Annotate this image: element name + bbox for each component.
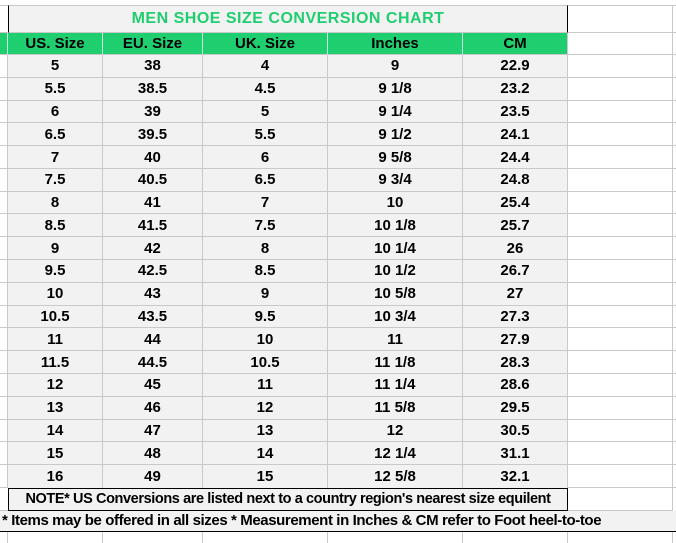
cell-cm[interactable]: 31.1 [463, 442, 568, 465]
title-row [0, 5, 676, 33]
empty-cell[interactable] [568, 5, 673, 33]
cell-inches[interactable]: 10 [328, 192, 463, 215]
cell-inches[interactable]: 9 1/8 [328, 78, 463, 101]
header-uk-size[interactable]: UK. Size [203, 33, 328, 55]
empty-cell[interactable] [568, 283, 673, 306]
cell-us-size[interactable]: 8.5 [8, 214, 103, 237]
cell-eu-size[interactable]: 38 [103, 55, 203, 78]
cell-cm[interactable]: 25.7 [463, 214, 568, 237]
empty-cell[interactable] [568, 78, 673, 101]
cell-eu-size[interactable]: 43 [103, 283, 203, 306]
header-eu-size[interactable]: EU. Size [103, 33, 203, 55]
header-inches[interactable]: Inches [328, 33, 463, 55]
cell-inches[interactable]: 10 3/4 [328, 306, 463, 329]
cell-uk-size[interactable]: 5 [203, 101, 328, 124]
chart-title[interactable]: MEN SHOE SIZE CONVERSION CHART [8, 5, 568, 33]
cell-eu-size[interactable]: 38.5 [103, 78, 203, 101]
cell-eu-size[interactable]: 43.5 [103, 306, 203, 329]
header-row [0, 33, 676, 55]
cell-eu-size[interactable]: 42.5 [103, 260, 203, 283]
cell-cm[interactable]: 24.1 [463, 123, 568, 146]
cell-us-size[interactable]: 10 [8, 283, 103, 306]
cell-eu-size[interactable]: 44.5 [103, 351, 203, 374]
cell-uk-size[interactable]: 10.5 [203, 351, 328, 374]
cell-eu-size[interactable]: 44 [103, 328, 203, 351]
cell-cm[interactable]: 26.7 [463, 260, 568, 283]
cropped-left-column-cell [0, 33, 8, 55]
empty-cell[interactable] [568, 260, 673, 283]
cropped-left-column-cell [0, 214, 8, 237]
cell-cm[interactable]: 28.3 [463, 351, 568, 374]
cell-inches[interactable]: 11 [328, 328, 463, 351]
table-row [0, 465, 676, 488]
cell-inches[interactable]: 9 1/4 [328, 101, 463, 124]
cropped-left-column-cell [0, 488, 8, 511]
table-row [0, 237, 676, 260]
cell-uk-size[interactable]: 11 [203, 374, 328, 397]
cell-uk-size[interactable]: 9 [203, 283, 328, 306]
cell-cm[interactable]: 22.9 [463, 55, 568, 78]
empty-cell[interactable] [568, 374, 673, 397]
cell-inches[interactable]: 10 1/8 [328, 214, 463, 237]
empty-cell[interactable] [328, 532, 463, 543]
cell-uk-size[interactable]: 5.5 [203, 123, 328, 146]
cropped-left-column-cell [0, 420, 8, 443]
cell-uk-size[interactable]: 15 [203, 465, 328, 488]
empty-cell[interactable] [568, 55, 673, 78]
empty-cell [0, 532, 8, 543]
cell-cm[interactable]: 24.8 [463, 169, 568, 192]
cell-eu-size[interactable]: 39 [103, 101, 203, 124]
cell-us-size[interactable]: 16 [8, 465, 103, 488]
cell-cm[interactable]: 28.6 [463, 374, 568, 397]
cell-inches[interactable]: 9 5/8 [328, 146, 463, 169]
empty-cell[interactable] [568, 306, 673, 329]
cell-inches[interactable]: 9 3/4 [328, 169, 463, 192]
cell-eu-size[interactable]: 42 [103, 237, 203, 260]
cell-us-size[interactable]: 5 [8, 55, 103, 78]
cropped-left-column-cell [0, 351, 8, 374]
cell-inches[interactable]: 11 5/8 [328, 397, 463, 420]
cell-uk-size[interactable]: 6 [203, 146, 328, 169]
cell-eu-size[interactable]: 40 [103, 146, 203, 169]
cropped-left-column-cell [0, 260, 8, 283]
table-row [0, 420, 676, 443]
table-row [0, 260, 676, 283]
cell-inches[interactable]: 12 1/4 [328, 442, 463, 465]
table-row [0, 123, 676, 146]
cell-eu-size[interactable]: 45 [103, 374, 203, 397]
table-row [0, 214, 676, 237]
cell-inches[interactable]: 12 5/8 [328, 465, 463, 488]
cell-inches[interactable]: 11 1/4 [328, 374, 463, 397]
cell-uk-size[interactable]: 14 [203, 442, 328, 465]
header-cm[interactable]: CM [463, 33, 568, 55]
empty-cell[interactable] [568, 351, 673, 374]
cell-us-size[interactable]: 6 [8, 101, 103, 124]
cropped-left-column-cell [0, 169, 8, 192]
cell-inches[interactable]: 9 [328, 55, 463, 78]
cropped-left-column-cell [0, 283, 8, 306]
cell-eu-size[interactable]: 39.5 [103, 123, 203, 146]
table-row [0, 374, 676, 397]
cropped-left-column-cell [0, 192, 8, 215]
empty-cell[interactable] [568, 328, 673, 351]
note-text-1[interactable]: NOTE* US Conversions are listed next to a country region's nearest size equilent [8, 488, 568, 511]
cell-us-size[interactable]: 14 [8, 420, 103, 443]
empty-cell[interactable] [568, 123, 673, 146]
empty-cell[interactable] [568, 532, 673, 543]
empty-cell[interactable] [568, 237, 673, 260]
cell-inches[interactable]: 11 1/8 [328, 351, 463, 374]
cell-us-size[interactable]: 8 [8, 192, 103, 215]
table-row [0, 192, 676, 215]
cell-us-size[interactable]: 9 [8, 237, 103, 260]
cell-uk-size[interactable]: 8 [203, 237, 328, 260]
cell-eu-size[interactable]: 48 [103, 442, 203, 465]
cell-us-size[interactable]: 9.5 [8, 260, 103, 283]
note-row-2 [0, 511, 676, 532]
cell-uk-size[interactable]: 7 [203, 192, 328, 215]
table-row [0, 397, 676, 420]
empty-cell[interactable] [463, 532, 568, 543]
cell-eu-size[interactable]: 41 [103, 192, 203, 215]
table-row [0, 55, 676, 78]
empty-cell[interactable] [203, 532, 328, 543]
empty-cell[interactable] [8, 532, 103, 543]
cell-uk-size[interactable]: 7.5 [203, 214, 328, 237]
cell-inches[interactable]: 10 1/2 [328, 260, 463, 283]
cell-uk-size[interactable]: 13 [203, 420, 328, 443]
cell-inches[interactable]: 9 1/2 [328, 123, 463, 146]
table-row [0, 306, 676, 329]
cell-us-size[interactable]: 12 [8, 374, 103, 397]
empty-cell[interactable] [568, 146, 673, 169]
empty-cell[interactable] [568, 488, 673, 511]
empty-cell[interactable] [568, 214, 673, 237]
cell-cm[interactable]: 23.5 [463, 101, 568, 124]
cell-cm[interactable]: 30.5 [463, 420, 568, 443]
cell-eu-size[interactable]: 49 [103, 465, 203, 488]
cell-uk-size[interactable]: 8.5 [203, 260, 328, 283]
cropped-left-column-cell [0, 237, 8, 260]
cropped-left-column-cell [0, 123, 8, 146]
partial-bottom-row [0, 532, 676, 543]
cell-uk-size[interactable]: 12 [203, 397, 328, 420]
cell-us-size[interactable]: 15 [8, 442, 103, 465]
empty-cell[interactable] [568, 192, 673, 215]
cell-uk-size[interactable]: 9.5 [203, 306, 328, 329]
cell-eu-size[interactable]: 40.5 [103, 169, 203, 192]
empty-cell[interactable] [103, 532, 203, 543]
table-row [0, 283, 676, 306]
empty-cell[interactable] [568, 33, 673, 55]
cropped-left-column-cell [0, 465, 8, 488]
empty-cell[interactable] [568, 420, 673, 443]
cropped-left-column-cell [0, 55, 8, 78]
cell-cm[interactable]: 25.4 [463, 192, 568, 215]
table-row [0, 442, 676, 465]
empty-cell[interactable] [568, 442, 673, 465]
cropped-left-column-cell [0, 146, 8, 169]
table-row [0, 351, 676, 374]
cell-inches[interactable]: 10 1/4 [328, 237, 463, 260]
cropped-left-column-cell [0, 5, 8, 33]
cropped-left-column-cell [0, 397, 8, 420]
note-text-2[interactable]: * Items may be offered in all sizes * Measurement in Inches & CM refer to Foot heel-to-toe [0, 511, 676, 532]
table-row [0, 328, 676, 351]
cell-us-size[interactable]: 13 [8, 397, 103, 420]
table-row [0, 78, 676, 101]
cell-eu-size[interactable]: 46 [103, 397, 203, 420]
cell-us-size[interactable]: 7 [8, 146, 103, 169]
cell-cm[interactable]: 27.9 [463, 328, 568, 351]
cell-uk-size[interactable]: 4 [203, 55, 328, 78]
cell-inches[interactable]: 12 [328, 420, 463, 443]
cell-eu-size[interactable]: 47 [103, 420, 203, 443]
empty-cell[interactable] [568, 465, 673, 488]
table-row [0, 169, 676, 192]
empty-cell[interactable] [568, 169, 673, 192]
cell-uk-size[interactable]: 4.5 [203, 78, 328, 101]
cell-cm[interactable]: 32.1 [463, 465, 568, 488]
cell-cm[interactable]: 23.2 [463, 78, 568, 101]
cell-us-size[interactable]: 11.5 [8, 351, 103, 374]
note-row-1 [0, 488, 676, 511]
table-row [0, 146, 676, 169]
cell-eu-size[interactable]: 41.5 [103, 214, 203, 237]
cell-us-size[interactable]: 7.5 [8, 169, 103, 192]
cropped-left-column-cell [0, 442, 8, 465]
cropped-left-column-cell [0, 101, 8, 124]
cell-cm[interactable]: 29.5 [463, 397, 568, 420]
cell-uk-size[interactable]: 10 [203, 328, 328, 351]
empty-cell[interactable] [568, 101, 673, 124]
header-us-size[interactable]: US. Size [8, 33, 103, 55]
cropped-left-column-cell [0, 306, 8, 329]
cropped-left-column-cell [0, 374, 8, 397]
cell-us-size[interactable]: 6.5 [8, 123, 103, 146]
cell-uk-size[interactable]: 6.5 [203, 169, 328, 192]
table-row [0, 101, 676, 124]
cell-cm[interactable]: 27 [463, 283, 568, 306]
cell-cm[interactable]: 27.3 [463, 306, 568, 329]
cell-cm[interactable]: 24.4 [463, 146, 568, 169]
empty-cell[interactable] [568, 397, 673, 420]
cell-us-size[interactable]: 10.5 [8, 306, 103, 329]
cropped-left-column-cell [0, 328, 8, 351]
cropped-left-column-cell [0, 78, 8, 101]
cell-cm[interactable]: 26 [463, 237, 568, 260]
table-body [0, 55, 676, 488]
cell-us-size[interactable]: 5.5 [8, 78, 103, 101]
cell-us-size[interactable]: 11 [8, 328, 103, 351]
cell-inches[interactable]: 10 5/8 [328, 283, 463, 306]
